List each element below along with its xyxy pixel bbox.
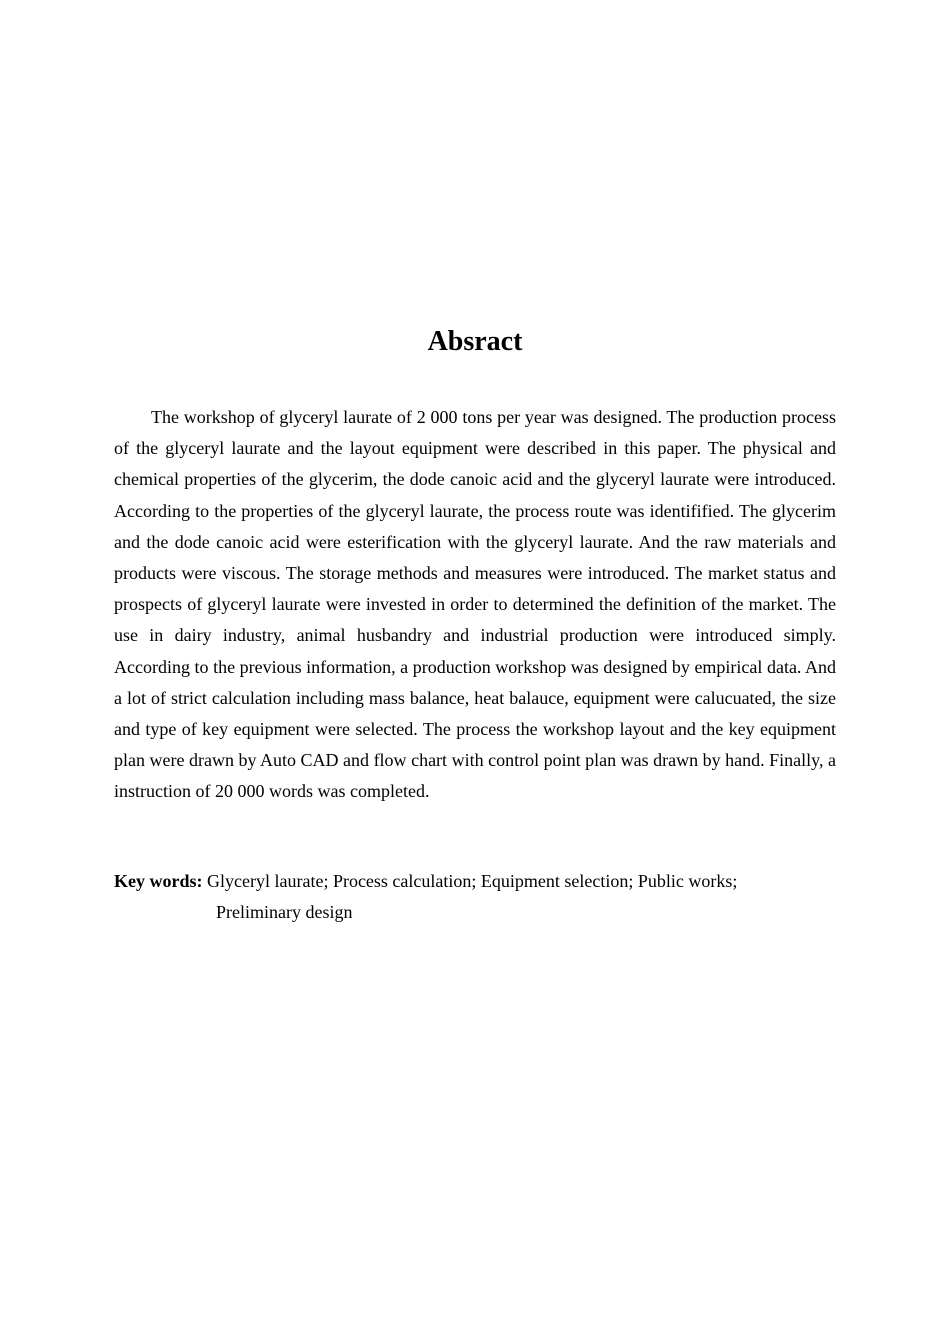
keywords-text-1: Glyceryl laurate; Process calculation; Equipment selection; Public works; <box>202 871 738 891</box>
keywords-block <box>114 866 836 928</box>
keywords-line-1 <box>114 866 836 897</box>
keywords-label: Key words: <box>114 871 203 891</box>
keywords-line-2: Preliminary design <box>216 902 353 922</box>
abstract-body: The workshop of glyceryl laurate of 2 000 tons per year was designed. The production process of the glyceryl laurate and the layout equipment were described in this paper. The physical and chemical properties of the glycerim, the dode canoic acid and the glyceryl laurate were introduced. According to the properties of the glyceryl laurate, the process route was identifified. The glycerim and the dode canoic acid were esterification with the glyceryl laurate. And the raw materials and products were viscous. The storage methods and measures were introduced. The market status and prospects of glyceryl laurate were invested in order to determined the definition of the market. The use in dairy industry, animal husbandry and industrial production were introduced simply. According to the previous information, a production workshop was designed by empirical data. And a lot of strict calculation including mass balance, heat balauce, equipment were calucuated, the size and type of key equipment were selected. The process the workshop layout and the key equipment plan were drawn by Auto CAD and flow chart with control point plan was drawn by hand. Finally, a instruction of 20 000 words was completed. <box>114 407 836 802</box>
page-title: Absract <box>427 326 523 357</box>
